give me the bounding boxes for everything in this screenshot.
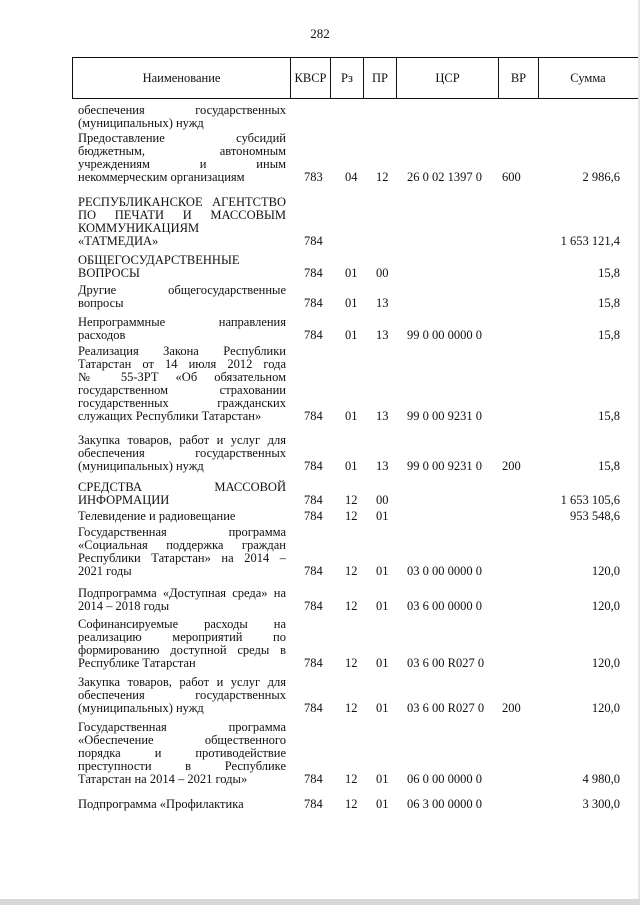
row-name-line: Непрограммные направления [78, 315, 286, 329]
row-name-line: (муниципальных) нужд [78, 701, 204, 715]
row-name-line: вопросы [78, 296, 124, 310]
row-name-line: государственном страховании [78, 383, 286, 397]
header-csr: ЦСР [397, 58, 499, 98]
cell-kvsr: 784 [304, 701, 323, 715]
row-name-line: обеспечения государственных [78, 688, 286, 702]
row-name-line: СРЕДСТВА МАССОВОЙ [78, 480, 286, 494]
cell-pr: 01 [376, 599, 389, 613]
cell-sum: 4 980,0 [582, 772, 620, 786]
cell-kvsr: 784 [304, 296, 323, 310]
cell-kvsr: 784 [304, 493, 323, 507]
row-name-line: Реализация Закона Республики [78, 344, 286, 358]
cell-csr: 99 0 00 9231 0 [407, 409, 482, 423]
row-name [78, 104, 286, 130]
cell-sum: 120,0 [591, 656, 620, 670]
cell-rz: 12 [345, 493, 358, 507]
scan-edge-bottom [0, 899, 640, 905]
row-name-line: Республике Татарстан [78, 656, 196, 670]
cell-pr: 13 [376, 409, 389, 423]
cell-kvsr: 784 [304, 459, 323, 473]
cell-csr: 03 6 00 R027 0 [407, 701, 485, 715]
cell-sum: 120,0 [591, 701, 620, 715]
row-name-line: Телевидение и радиовещание [78, 509, 236, 523]
cell-sum: 15,8 [598, 409, 620, 423]
cell-pr: 13 [376, 459, 389, 473]
row-name-line: государственных гражданских [78, 396, 286, 410]
row-name-line: 2021 годы [78, 564, 132, 578]
row-name [78, 481, 286, 507]
cell-csr: 03 6 00 0000 0 [407, 599, 482, 613]
row-name-line: Закупка товаров, работ и услуг для [78, 433, 286, 447]
header-rz: Рз [331, 58, 364, 98]
cell-sum: 1 653 121,4 [560, 234, 620, 248]
cell-pr: 00 [376, 493, 389, 507]
header-sum: Сумма [570, 70, 606, 85]
cell-sum: 953 548,6 [570, 509, 620, 523]
cell-sum: 120,0 [591, 599, 620, 613]
row-name-line: № 55-ЗРТ «Об обязательном [78, 370, 286, 384]
row-name-line: (муниципальных) нужд [78, 116, 204, 130]
row-name [78, 618, 286, 670]
row-name-line: бюджетным, автономным [78, 144, 286, 158]
cell-sum: 15,8 [598, 328, 620, 342]
cell-kvsr: 784 [304, 797, 323, 811]
row-name [78, 434, 286, 473]
row-name-line: Софинансируемые расходы на [78, 617, 286, 631]
row-name-line: Республики Татарстан» на 2014 – [78, 551, 286, 565]
cell-rz: 01 [345, 409, 358, 423]
cell-sum: 15,8 [598, 266, 620, 280]
table-header [72, 57, 640, 99]
cell-kvsr: 784 [304, 772, 323, 786]
cell-kvsr: 784 [304, 328, 323, 342]
cell-pr: 01 [376, 701, 389, 715]
cell-csr: 26 0 02 1397 0 [407, 170, 482, 184]
cell-rz: 01 [345, 459, 358, 473]
cell-rz: 12 [345, 509, 358, 523]
cell-pr: 12 [376, 170, 389, 184]
row-name-line: Закупка товаров, работ и услуг для [78, 675, 286, 689]
cell-vr: 600 [502, 170, 521, 184]
page-number: 282 [310, 26, 330, 41]
cell-pr: 01 [376, 656, 389, 670]
row-name-line: обеспечения государственных [78, 446, 286, 460]
row-name-line: РЕСПУБЛИКАНСКОЕ АГЕНТСТВО [78, 195, 286, 209]
cell-rz: 12 [345, 656, 358, 670]
cell-rz: 01 [345, 296, 358, 310]
cell-csr: 06 3 00 0000 0 [407, 797, 482, 811]
row-name-line: реализацию мероприятий по [78, 630, 286, 644]
row-name-line: порядка и противодействие [78, 746, 286, 760]
row-name [78, 587, 286, 613]
cell-kvsr: 784 [304, 234, 323, 248]
row-name-line: Подпрограмма «Профилактика [78, 797, 244, 811]
cell-rz: 12 [345, 564, 358, 578]
row-name [78, 798, 286, 811]
cell-kvsr: 784 [304, 266, 323, 280]
header-kvsr: КВСР [291, 58, 331, 98]
row-name-line: (муниципальных) нужд [78, 459, 204, 473]
row-name [78, 526, 286, 578]
row-name-line: Татарстан на 2014 – 2021 годы» [78, 772, 248, 786]
cell-rz: 01 [345, 266, 358, 280]
row-name [78, 345, 286, 423]
cell-rz: 12 [345, 701, 358, 715]
cell-csr: 99 0 00 9231 0 [407, 459, 482, 473]
row-name-line: Государственная программа [78, 525, 286, 539]
row-name-line: ВОПРОСЫ [78, 266, 140, 280]
row-name [78, 676, 286, 715]
cell-pr: 01 [376, 797, 389, 811]
cell-csr: 06 0 00 0000 0 [407, 772, 482, 786]
row-name-line: преступности в Республике [78, 759, 286, 773]
row-name [78, 316, 286, 342]
cell-rz: 04 [345, 170, 358, 184]
row-name-line: Другие общегосударственные [78, 283, 286, 297]
cell-csr: 03 6 00 R027 0 [407, 656, 485, 670]
cell-kvsr: 784 [304, 409, 323, 423]
header-pr: ПР [364, 58, 397, 98]
row-name-line: КОММУНИКАЦИЯМ [78, 221, 200, 235]
cell-csr: 99 0 00 0000 0 [407, 328, 482, 342]
cell-pr: 01 [376, 772, 389, 786]
cell-pr: 01 [376, 564, 389, 578]
cell-kvsr: 784 [304, 599, 323, 613]
cell-sum: 15,8 [598, 459, 620, 473]
cell-rz: 12 [345, 772, 358, 786]
row-name [78, 510, 286, 523]
row-name-line: «ТАТМЕДИА» [78, 234, 159, 248]
row-name-line: обеспечения государственных [78, 103, 286, 117]
row-name-line: Татарстан от 14 июля 2012 года [78, 357, 286, 371]
row-name-line: 2014 – 2018 годы [78, 599, 170, 613]
cell-rz: 01 [345, 328, 358, 342]
row-name-line: расходов [78, 328, 126, 342]
row-name-line: некоммерческим организациям [78, 170, 245, 184]
row-name-line: Подпрограмма «Доступная среда» на [78, 586, 286, 600]
row-name [78, 721, 286, 786]
row-name-line: формированию доступной среды в [78, 643, 286, 657]
cell-kvsr: 784 [304, 564, 323, 578]
cell-pr: 00 [376, 266, 389, 280]
row-name-line: ОБЩЕГОСУДАРСТВЕННЫЕ [78, 253, 240, 267]
row-name [78, 132, 286, 184]
cell-vr: 200 [502, 459, 521, 473]
row-name-line: «Социальная поддержка граждан [78, 538, 286, 552]
cell-pr: 13 [376, 296, 389, 310]
cell-vr: 200 [502, 701, 521, 715]
row-name [78, 284, 286, 310]
cell-rz: 12 [345, 797, 358, 811]
cell-sum: 1 653 105,6 [560, 493, 620, 507]
cell-sum: 3 300,0 [582, 797, 620, 811]
cell-sum: 15,8 [598, 296, 620, 310]
row-name [78, 254, 286, 280]
row-name-line: ИНФОРМАЦИИ [78, 493, 170, 507]
cell-pr: 01 [376, 509, 389, 523]
row-name-line: Предоставление субсидий [78, 131, 286, 145]
row-name-line: «Обеспечение общественного [78, 733, 286, 747]
row-name-line: ПО ПЕЧАТИ И МАССОВЫМ [78, 208, 286, 222]
cell-kvsr: 784 [304, 509, 323, 523]
row-name-line: учреждениям и иным [78, 157, 286, 171]
cell-sum: 120,0 [591, 564, 620, 578]
row-name [78, 196, 286, 248]
cell-sum: 2 986,6 [582, 170, 620, 184]
row-name-line: служащих Республики Татарстан» [78, 409, 262, 423]
row-name-line: Государственная программа [78, 720, 286, 734]
cell-csr: 03 0 00 0000 0 [407, 564, 482, 578]
cell-pr: 13 [376, 328, 389, 342]
cell-kvsr: 784 [304, 656, 323, 670]
header-vr: ВР [499, 58, 539, 98]
cell-rz: 12 [345, 599, 358, 613]
header-name: Наименование [73, 58, 291, 98]
cell-kvsr: 783 [304, 170, 323, 184]
